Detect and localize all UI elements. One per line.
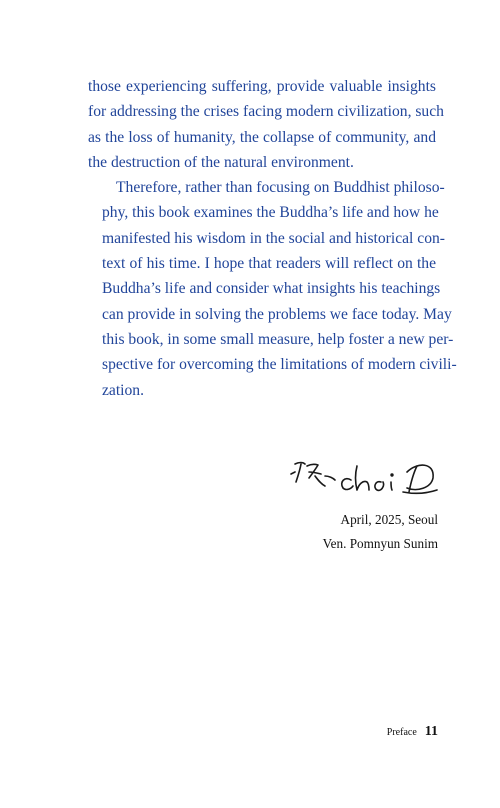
- text-line: spective for overcoming the limitations of modern civili-: [102, 356, 457, 374]
- text-line: this book, in some small measure, help foster a new per-: [102, 330, 454, 348]
- paragraph-continued: [88, 74, 444, 175]
- page-number: 11: [424, 724, 438, 739]
- text-line: Therefore, rather than focusing on Buddhist philoso-: [116, 179, 445, 197]
- text-line: zation.: [102, 381, 144, 399]
- date-place: April, 2025, Seoul: [340, 512, 438, 527]
- text-line: manifested his wisdom in the social and historical con-: [102, 229, 445, 247]
- text-line: can provide in solving the problems we face today. May: [102, 305, 452, 323]
- page-footer: [387, 724, 438, 740]
- paragraph: [88, 175, 457, 403]
- text-line: the destruction of the natural environment.: [88, 153, 354, 171]
- signature-image: [285, 452, 445, 504]
- author-name: Ven. Pomnyun Sunim: [322, 536, 438, 551]
- text-line: phy, this book examines the Buddha’s life and how he: [102, 204, 439, 222]
- text-line: for addressing the crises facing modern civilization, such: [88, 103, 444, 121]
- running-footer-section: Preface: [386, 727, 417, 738]
- text-line: text of his time. I hope that readers will reflect on the: [102, 255, 436, 273]
- sign-off: [323, 508, 438, 556]
- body-text: [88, 74, 457, 403]
- text-line: those experiencing suffering, provide valuable insights: [88, 78, 436, 95]
- text-line: Buddha’s life and consider what insights his teachings: [102, 280, 441, 298]
- text-line: as the loss of humanity, the collapse of community, and: [88, 128, 436, 146]
